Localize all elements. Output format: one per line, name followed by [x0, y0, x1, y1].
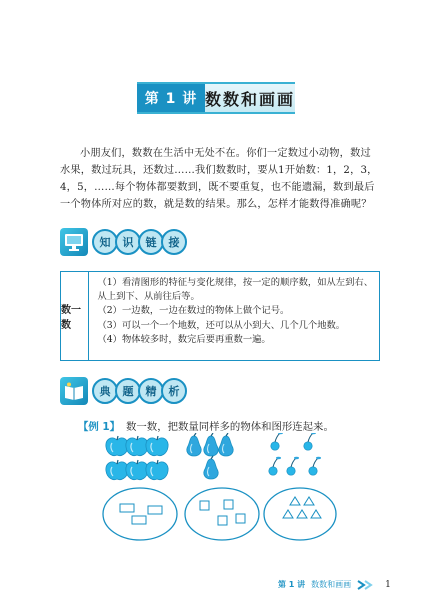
knowledge-link-header — [60, 228, 184, 256]
knowledge-line: （1）看清图形的特征与变化规律，按一定的顺序数，如从左到右、 — [97, 277, 373, 288]
cherry-icon — [271, 433, 283, 450]
example-char: 典 — [92, 378, 118, 404]
example-analysis-header — [60, 377, 184, 405]
oval-squares-middle — [185, 488, 259, 540]
knowledge-line: （2）一边数，一边在数过的物体上做个记号。 — [97, 305, 290, 317]
apple-icon — [106, 460, 128, 480]
page-footer — [278, 579, 391, 590]
knowledge-char: 接 — [161, 229, 187, 255]
pear-icon — [204, 456, 218, 479]
apple-icon — [146, 460, 168, 480]
knowledge-char: 链 — [138, 229, 164, 255]
apple-icon — [126, 460, 148, 480]
shape-ovals — [100, 484, 340, 544]
oval-triangles-right — [264, 488, 336, 540]
fruit-illustrations — [100, 433, 340, 483]
footer-title: 数数和画画 — [311, 580, 352, 589]
example-char: 析 — [161, 378, 187, 404]
lesson-title-banner — [137, 82, 295, 114]
knowledge-line: （4）物体较多时，数完后要再重数一遍。 — [97, 333, 271, 345]
apple-icon — [106, 436, 128, 456]
oval-squares-left — [103, 488, 177, 540]
intro-paragraph: 小朋友们，数数在生活中无处不在。你们一定数过小动物，数过水果，数过玩具，还数过……我们数数时，要从1开始数：1，2，3，4，5，……每个物体都要数到，既不要重复，也不能遗漏，数到最后一个物体所对应的数，就是数的结果。那么，怎样才能数得准确呢？ — [60, 148, 378, 210]
page-number: 1 — [385, 579, 391, 590]
knowledge-line: 从上到下、从前往后等。 — [97, 291, 200, 303]
example-question — [78, 418, 334, 433]
cherry-icon — [304, 433, 316, 450]
cherry-icon — [309, 457, 321, 475]
apple-icon — [126, 436, 148, 456]
knowledge-char: 识 — [115, 229, 141, 255]
knowledge-char: 知 — [92, 229, 118, 255]
example-label: 【例 1】 — [78, 421, 121, 433]
example-char: 题 — [115, 378, 141, 404]
apple-icon — [146, 436, 168, 456]
footer-chapter: 第 1 讲 — [278, 580, 306, 589]
lesson-number: 第 1 讲 — [137, 84, 205, 112]
book-icon — [60, 377, 88, 405]
pear-icon — [187, 433, 201, 456]
computer-icon — [60, 228, 88, 256]
example-char: 精 — [138, 378, 164, 404]
cherry-icon — [287, 457, 299, 475]
knowledge-table-body — [89, 272, 379, 360]
knowledge-table — [60, 271, 380, 361]
lesson-title: 数数和画画 — [205, 89, 296, 109]
cherry-icon — [269, 457, 281, 475]
double-chevron-icon — [357, 580, 375, 590]
pear-icon — [219, 433, 233, 456]
example-text: 数一数，把数量同样多的物体和图形连起来。 — [126, 421, 334, 433]
pear-icon — [204, 433, 218, 456]
knowledge-line: （3）可以一个一个地数，还可以从小到大、几个几个地数。 — [97, 319, 346, 331]
knowledge-table-heading: 数一数 — [61, 272, 89, 360]
